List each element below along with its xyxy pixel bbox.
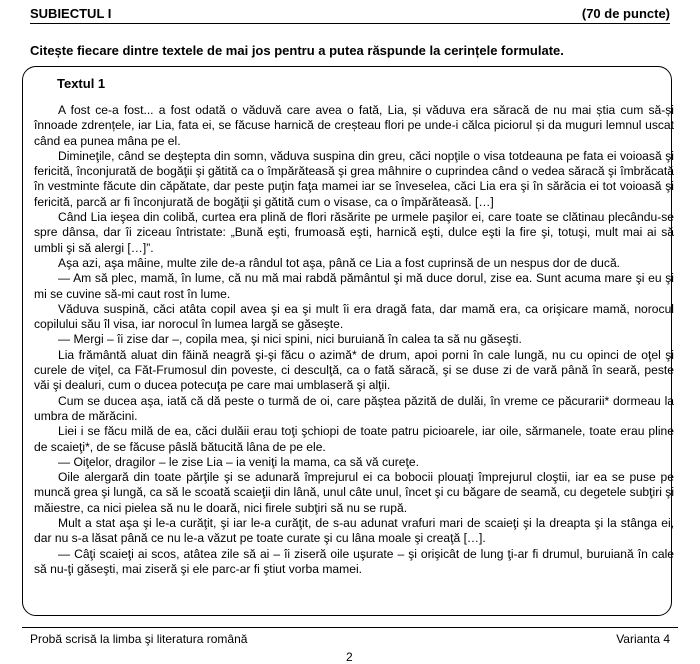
paragraph: Dimineţile, când se deştepta din somn, văduva suspina din greu, căci nopţile o visa totdeauna pe fata ei voioasă şi fericită, înconjurată de bogăţii şi gătită ca o împărăteasă şi grea mâhnire o cuprindea când o vedea săracă şi îmbrăcată în vestminte făcute din căpătate, dar peste puţin faţa mamei iar se înveselea, căci Lia era şi în sărăcia ei tot voioasă şi fericită, parcă ar fi înconjurată de bogăţii şi gătită cum o visase, ca o împărăteasă. […] bbox=[34, 148, 674, 209]
paragraph: — Am să plec, mamă, în lume, că nu mă mai rabdă pământul şi mă duce dorul, zise ea. Sunt acuma mare şi eu şi mi se cuvine să-mi caut rost în lume. bbox=[34, 271, 674, 301]
exam-subject: Probă scrisă la limba şi literatura română bbox=[30, 632, 248, 646]
page-number: 2 bbox=[346, 650, 353, 664]
paragraph: Văduva suspină, căci atâta copil avea şi ea şi mult îi era dragă fata, dar mamă era, ca orişicare mamă, norocul copilului său îl visa, iar norocul în lumea largă se găseşte. bbox=[34, 301, 674, 332]
paragraph: Aşa azi, aşa mâine, multe zile de-a rândul tot aşa, până ce Lia a fost cuprinsă de un nespus dor de ducă. bbox=[58, 255, 621, 270]
text-body bbox=[34, 103, 674, 577]
points-label: (70 de puncte) bbox=[581, 6, 670, 21]
paragraph: Mult a stat aşa şi le-a curăţit, şi iar le-a curăţit, de s-au adunat vrafuri mari de scaieţi şi la dreapta şi la stânga ei, dar nu s-a lăsat până ce nu le-a văzut pe toate curate şi cu lâna moale şi creaţă […]. bbox=[34, 516, 674, 546]
page-footer bbox=[30, 632, 670, 646]
paragraph: Oile alergară din toate părţile şi se adunară împrejurul ei ca bobocii plouaţi împrejurul cloştii, iar ea se puse pe muncă grea şi lungă, ca să le scoată scaieţii din lână, unul câte unul, încet şi cu băgare de seamă, cu degetele subţiri şi măiestre, ca nici pielea să nu le doară, nici firele subţiri să nu se rupă. bbox=[34, 470, 675, 515]
paragraph: Când Lia ieşea din colibă, curtea era plină de flori răsărite pe urmele paşilor ei, care toate se clătinau plecându-se spre dânsa, dar îi ziceau întristate: „Bună eşti, frumoasă eşti, harnică eşti, dulce eşti la fire şi, totuşi, mult mai ai să umbli şi să alergi […]”. bbox=[34, 210, 674, 255]
footer-divider bbox=[22, 627, 678, 628]
instruction-text: Citește fiecare dintre textele de mai jos pentru a putea răspunde la cerințele formulate. bbox=[30, 43, 564, 58]
paragraph: A fost ce-a fost... a fost odată o văduvă care avea o fată, Lia, și văduva era săracă de nu mai știa cum să-și înnoade zdrențele, iar Lia, fata ei, se făcuse harnică de creșteau flori pe unde-i călca piciorul și da muguri lemnul uscat când ea punea mâna pe el. bbox=[34, 103, 674, 148]
paragraph: — Oiţelor, dragilor – le zise Lia – ia veniţi la mama, ca să vă cureţe. bbox=[58, 454, 419, 469]
paragraph: — Mergi – îi zise dar –, copila mea, şi nici spini, nici buruiană în calea ta să nu găseşti. bbox=[58, 332, 522, 347]
paragraph: Liei i se făcu milă de ea, căci dulăii erau toţi şchiopi de toate patru picioarele, iar oile, sărmanele, toate erau pline de scaieţi*, de se făcuse pâslă bătucită lâna de pe ele. bbox=[34, 424, 674, 454]
text-title: Textul 1 bbox=[57, 76, 106, 91]
paragraph: — Câţi scaieţi ai scos, atâtea zile să ai – îi ziseră oile uşurate – şi orişicât de lung ţi-ar fi drumul, buruiană în cale să nu-ţi găseşti, mai ziseră şi ele parc-ar fi ştiut vorba mamei. bbox=[34, 546, 674, 576]
paragraph: Cum se ducea aşa, iată că dă peste o turmă de oi, care păştea păzită de dulăi, în vreme ce păcurarii* dormeau la umbra de mărăcini. bbox=[34, 393, 674, 423]
variant-label: Varianta 4 bbox=[616, 632, 670, 646]
paragraph: Lia frământă aluat din făină neagră şi-şi făcu o azimă* de drum, apoi porni în cale lungă, nu cu opinci de oţel şi curele de viţel, ca Făt-Frumosul din poveste, ci desculţă, ca o fată săracă, şi se duse zi de vară până în seară, peste văi şi dealuri, cum o ducea potecuţa pe care mai umblaseră şi alţii. bbox=[34, 347, 674, 393]
section-title: SUBIECTUL I bbox=[30, 6, 112, 21]
header-divider bbox=[30, 23, 670, 24]
page-header bbox=[30, 6, 670, 21]
